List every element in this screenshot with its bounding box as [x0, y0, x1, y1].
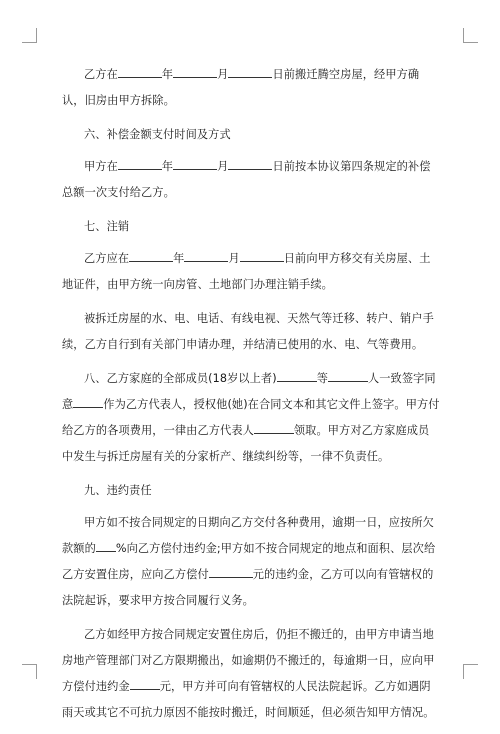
clause-move-out	[62, 62, 440, 114]
clause-payment	[62, 154, 440, 206]
text: %向乙方偿付违约金;甲方如不按合同规定的地点和面积、层次给乙方安置住房，应向乙方偿付	[62, 542, 436, 581]
text: 日前搬迁腾空房屋，经甲方确认，旧房由甲方拆除。	[62, 68, 420, 107]
blank-day	[228, 66, 272, 78]
blank-month	[173, 66, 217, 78]
text: 年	[161, 68, 174, 81]
blank-year	[118, 66, 162, 78]
crop-mark-bottom-right	[463, 664, 478, 679]
text: 元的违约金，乙方可以向有管辖权的法院起诉，要求甲方按合同履行义务。	[62, 568, 434, 607]
blank-month	[184, 250, 228, 262]
blank-day	[240, 250, 284, 262]
heading-section-6: 六、补偿金额支付时间及方式	[84, 128, 231, 141]
blank-percent	[96, 540, 116, 552]
text: 作为乙方代表人，授权他(她)在合同文本和其它文件上签字。甲方付给乙方的各项费用，一律由乙方代表人	[62, 398, 440, 437]
blank-day	[228, 158, 272, 170]
text: 月	[217, 68, 229, 81]
text: 人一致签字同意	[62, 372, 436, 411]
clause-breach-party-b	[62, 622, 440, 726]
text: 月	[228, 252, 240, 265]
clause-utilities: 被拆迁房屋的水、电、电话、有线电视、天然气等迁移、转户、销户手续，乙方自行到有关部门申请办理，并结清已使用的水、电、气等费用。	[62, 312, 434, 351]
blank-year	[118, 158, 162, 170]
text: 日前按本协议第四条规定的补偿总额一次支付给乙方。	[62, 160, 431, 199]
blank-members	[277, 370, 317, 382]
text: 八、乙方家庭的全部成员(18岁以上者)	[84, 372, 277, 385]
crop-mark-top-left	[22, 28, 37, 43]
text: 乙方应在	[84, 252, 130, 265]
heading-section-9: 九、违约责任	[84, 484, 152, 497]
crop-mark-bottom-left	[22, 664, 37, 679]
blank-year	[129, 250, 173, 262]
blank-penalty-daily	[130, 678, 160, 690]
clause-cancellation	[62, 246, 440, 298]
crop-mark-top-right	[463, 28, 478, 43]
text: 乙方如经甲方按合同规定安置住房后，仍拒不搬迁的，由甲方申请当地房地产管理部门对乙方限期搬出，如逾期仍不搬迁的，每逾期一日，应向甲方偿付违约金	[62, 628, 435, 693]
text: 年	[161, 160, 174, 173]
text: 日前向甲方移交有关房屋、土地证件，由甲方统一向房管、土地部门办理注销手续。	[62, 252, 431, 291]
blank-count	[328, 370, 368, 382]
text: 甲方如不按合同规定的日期向乙方交付各种费用，逾期一日，应按所欠款额的	[62, 516, 434, 555]
text: 元，甲方并可向有管辖权的人民法院起诉。乙方如遇阴雨天或其它不可抗力原因不能按时搬迁，时间顺延，但必须告知甲方情况。	[62, 680, 435, 719]
text: 等	[316, 372, 328, 385]
blank-representative-receive	[254, 422, 294, 434]
text: 乙方在	[84, 68, 118, 81]
text: 领取。甲方对乙方家庭成员中发生与拆迁房屋有关的分家析产、继续纠纷等，一律不负责任。	[62, 424, 430, 463]
text: 甲方在	[84, 160, 118, 173]
blank-penalty-amount	[209, 566, 253, 578]
text: 年	[173, 252, 185, 265]
blank-month	[173, 158, 217, 170]
blank-representative	[73, 396, 103, 408]
heading-section-7: 七、注销	[84, 220, 130, 233]
clause-breach-party-a	[62, 510, 440, 614]
clause-family-members	[62, 366, 440, 470]
document-page	[62, 62, 440, 734]
text: 月	[217, 160, 229, 173]
